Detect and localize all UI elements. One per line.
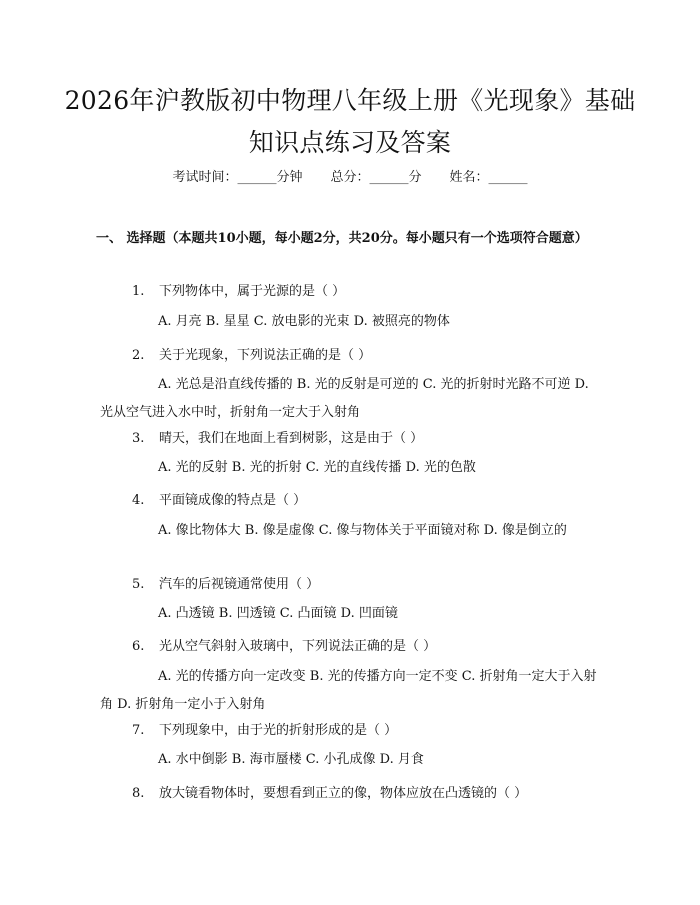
question-text: 晴天，我们在地面上看到树影，这是由于（ ） [159, 431, 424, 446]
question-text: 光从空气斜射入玻璃中，下列说法正确的是（ ） [159, 639, 437, 654]
question-text: 平面镜成像的特点是（ ） [159, 493, 307, 508]
question-text: 关于光现象，下列说法正确的是（ ） [159, 348, 372, 363]
question-text: 汽车的后视镜通常使用（ ） [159, 577, 320, 592]
question-number: 8. [132, 786, 145, 801]
question-options: A. 光的传播方向一定改变 B. 光的传播方向一定不变 C. 折射角一定大于入射角 D. 折射角一定小于入射角 [100, 669, 597, 712]
question-stem [132, 574, 602, 595]
question-stem [132, 720, 602, 741]
question-options: A. 像比物体大 B. 像是虚像 C. 像与物体关于平面镜对称 D. 像是倒立的 [158, 523, 567, 538]
question-stem [132, 783, 602, 804]
question-stem [132, 428, 602, 449]
question-text: 放大镜看物体时，要想看到正立的像，物体应放在凸透镜的（ ） [159, 786, 528, 801]
document-title: 2026年沪教版初中物理八年级上册《光现象》基础知识点练习及答案 [64, 86, 636, 157]
question-options: A. 凸透镜 B. 凹透镜 C. 凸面镜 D. 凹面镜 [158, 606, 398, 621]
exam-info [0, 168, 700, 188]
question-stem [132, 345, 602, 366]
question-stem [132, 281, 602, 302]
name-label: 姓名：______ [449, 170, 528, 185]
question-stem [132, 490, 602, 511]
question-stem [132, 636, 602, 657]
question-number: 6. [132, 639, 145, 654]
question-text: 下列物体中，属于光源的是（ ） [159, 284, 346, 299]
total-score-label: 总分：______分 [330, 170, 422, 185]
question-number: 1. [132, 284, 145, 299]
question-options: A. 光的反射 B. 光的折射 C. 光的直线传播 D. 光的色散 [158, 460, 476, 475]
question-options: A. 光总是沿直线传播的 B. 光的反射是可逆的 C. 光的折射时光路不可逆 D. 光从空气进入水中时，折射角一定大于入射角 [100, 377, 589, 420]
question-options: A. 月亮 B. 星星 C. 放电影的光束 D. 被照亮的物体 [158, 314, 450, 329]
question-number: 7. [132, 723, 145, 738]
question-number: 3. [132, 431, 145, 446]
question-number: 5. [132, 577, 145, 592]
exam-time-label: 考试时间：______分钟 [172, 170, 303, 185]
question-number: 4. [132, 493, 145, 508]
question-options: A. 水中倒影 B. 海市蜃楼 C. 小孔成像 D. 月食 [158, 752, 424, 767]
question-number: 2. [132, 348, 145, 363]
question-text: 下列现象中，由于光的折射形成的是（ ） [159, 723, 398, 738]
section-heading: 一、 选择题（本题共10小题，每小题2分，共20分。每小题只有一个选项符合题意） [96, 231, 588, 246]
